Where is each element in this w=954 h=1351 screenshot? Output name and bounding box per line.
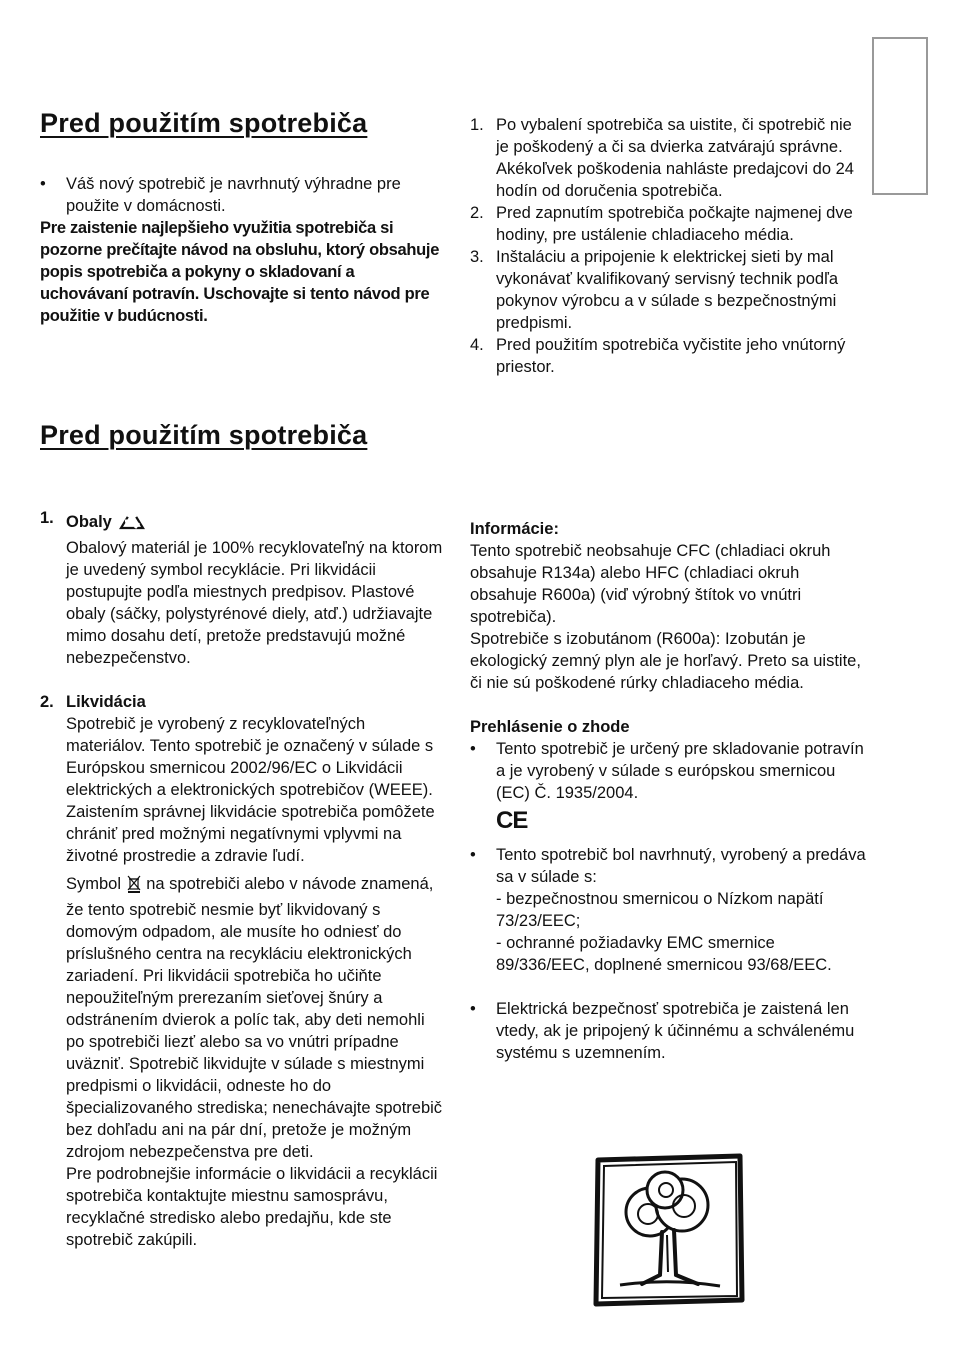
info-text2: Spotrebiče s izobutánom (R600a): Izobután je ekologický zemný plyn ale je horľavý. Preto sa uistite, či nie sú poškodené rúrky chladiaceho média. xyxy=(470,630,861,692)
section2-header xyxy=(40,420,460,450)
disposal-para1: Spotrebič je vyrobený z recyklovateľných materiálov. Tento spotrebič je označený v súlade s Európskou smernicou 2002/96/EC o Likvidácii elektrických a elektronických spotrebičov (WEEE). Zaistením správnej likvidácie spotrebiča pomôžete chrániť pred možnými negatívnymi vplyvmi na životné prostredie a zdravie ľudí. xyxy=(66,715,435,865)
right-numbered-list xyxy=(470,114,865,378)
packaging-text: Obalový materiál je 100% recyklovateľný na ktorom je uvedený symbol recyklácie. Pri likvidácii postupujte podľa miestnych predpisov. Plastové obaly (sáčky, polystyrénové diely, atď.) udržiavajte mimo dosahu detí, pretože predstavujú možné nebezpečenstvo. xyxy=(66,539,443,667)
declaration-bullet1: • Tento spotrebič je určený pre skladovanie potravín a je vyrobený v súlade s európskou smernicou (EC) Č. 1935/2004. xyxy=(470,738,870,804)
declaration-heading: Prehlásenie o zhode xyxy=(470,718,630,736)
declaration-bullet3: • Elektrická bezpečnosť spotrebiča je zaistená len vtedy, ak je pripojený k účinnému a schválenému systému s uzemnením. xyxy=(470,998,870,1064)
packaging-heading: Obaly xyxy=(66,513,112,531)
list-item: 2. Pred zapnutím spotrebiča počkajte najmenej dve hodiny, pre ustálenie chladiaceho média. xyxy=(470,204,853,244)
info-text1: Tento spotrebič neobsahuje CFC (chladiaci okruh obsahuje R134a) alebo HFC (chladiaci okruh obsahuje R600a) (viď výrobný štítok vo vnútri spotrebiča). xyxy=(470,542,831,626)
section1-bullet: • Váš nový spotrebič je navrhnutý výhradne pre použite v domácnosti. xyxy=(40,173,440,217)
tree-eco-logo xyxy=(590,1150,750,1316)
ce-mark: CE xyxy=(496,807,528,834)
packaging-item: 1. Obaly Obalový materiál je 100% recyklovateľný na ktorom je uvedený symbol recyklácie. Pri likvidácii postupujte podľa miestnych predpisov. Plastové obaly (sáčky, polystyrénové diely, atď.) udržiavajte mimo dosahu detí, pretože predstavujú možné nebezpečenstvo. xyxy=(40,507,445,669)
recycle-icon xyxy=(116,507,148,537)
section2-left xyxy=(40,507,445,1251)
section1 xyxy=(40,108,440,327)
list-item: 1. Po vybalení spotrebiča sa uistite, či spotrebič nie je poškodený a či sa dvierka zatvárajú správne. Akékoľvek poškodenia nahláste predajcovi do 24 hodín od doručenia spotrebiča. xyxy=(470,116,854,200)
list-item: 3. Inštaláciu a pripojenie k elektrickej sieti by mal vykonávať kvalifikovaný servisný technik podľa pokynov výrobcu a v súlade s bezpečnostnými predpismi. xyxy=(470,248,839,332)
section2-title: Pred použitím spotrebiča xyxy=(40,420,368,450)
declaration-bullet2: • Tento spotrebič bol navrhnutý, vyrobený a predáva sa v súlade s: - bezpečnostnou smernicou o Nízkom napätí 73/23/EEC; - ochranné požiadavky EMC smernice 89/336/EEC, doplnené smernicou 93/68/EEC. xyxy=(470,844,870,976)
section2-right xyxy=(470,518,870,1064)
page-side-tab xyxy=(872,37,928,195)
list-item: 4. Pred použitím spotrebiča vyčistite jeho vnútorný priestor. xyxy=(470,336,846,376)
disposal-para2: Symbol na spotrebiči alebo v návode znamená, že tento spotrebič nesmie byť likvidovaný s domovým odpadom, ale musíte ho odniesť do príslušného centra na recykláciu elektronických zariadení. Pri likvidácii spotrebiča ho učiňte nepoužiteľným prerezaním sieťovej šnúry a odstránením dvierok a políc tak, aby deti nemohli po spotrebiči liezť alebo sa vo vnútri prípadne uväzniť. Spotrebič likvidujte v súlade s miestnymi predpismi o likvidácii, odneste ho do špecializovaného strediska; nenechávajte spotrebič bez dohľadu ani na pár dní, pretože je možným zdrojom nebezpečenstva pre deti. xyxy=(66,875,443,1161)
section1-title: Pred použitím spotrebiča xyxy=(40,108,368,138)
disposal-para3: Pre podrobnejšie informácie o likvidácii a recyklácii spotrebiča kontaktujte miestnu samosprávu, recyklačné stredisko alebo predajňu, kde ste spotrebič zakúpili. xyxy=(66,1165,438,1249)
info-heading: Informácie: xyxy=(470,520,559,538)
disposal-item: 2. Likvidácia Spotrebič je vyrobený z recyklovateľných materiálov. Tento spotrebič je označený v súlade s Európskou smernicou 2002/96/EC o Likvidácii elektrických a elektronických spotrebičov (WEEE). Zaistením správnej likvidácie spotrebiča pomôžete chrániť pred možnými negatívnymi vplyvmi na životné prostredie a zdravie ľudí. Symbol na spotrebiči alebo v návode znamená, že tento spotrebič nesmie byť likvidovaný s domovým odpadom, ale musíte ho odniesť do príslušného centra na recykláciu elektronických zariadení. Pri likvidácii spotrebiča ho učiňte nepoužiteľným prerezaním sieťovej šnúry a odstránením dvierok a políc tak, aby deti nemohli po spotrebiči liezť alebo sa vo vnútri prípadne uväzniť. Spotrebič likvidujte v súlade s miestnymi predpismi o likvidácii, odneste ho do špecializovaného strediska; nenechávajte spotrebič bez dohľadu ani na pár dní, pretože je možným zdrojom nebezpečenstva pre deti. Pre podrobnejšie informácie o likvidácii a recyklácii spotrebiča kontaktujte miestnu samosprávu, recyklačné stredisko alebo predajňu, kde ste spotrebič zakúpili. xyxy=(40,691,445,1251)
disposal-heading: Likvidácia xyxy=(66,693,146,711)
section1-bold-text: Pre zaistenie najlepšieho využitia spotrebiča si pozorne prečítajte návod na obsluhu, ktorý obsahuje popis spotrebiča a pokyny o skladovaní a uchovávaní potravín. Uschovajte si tento návod pre použitie v budúcnosti. xyxy=(40,219,440,325)
crossed-bin-icon xyxy=(126,875,142,899)
